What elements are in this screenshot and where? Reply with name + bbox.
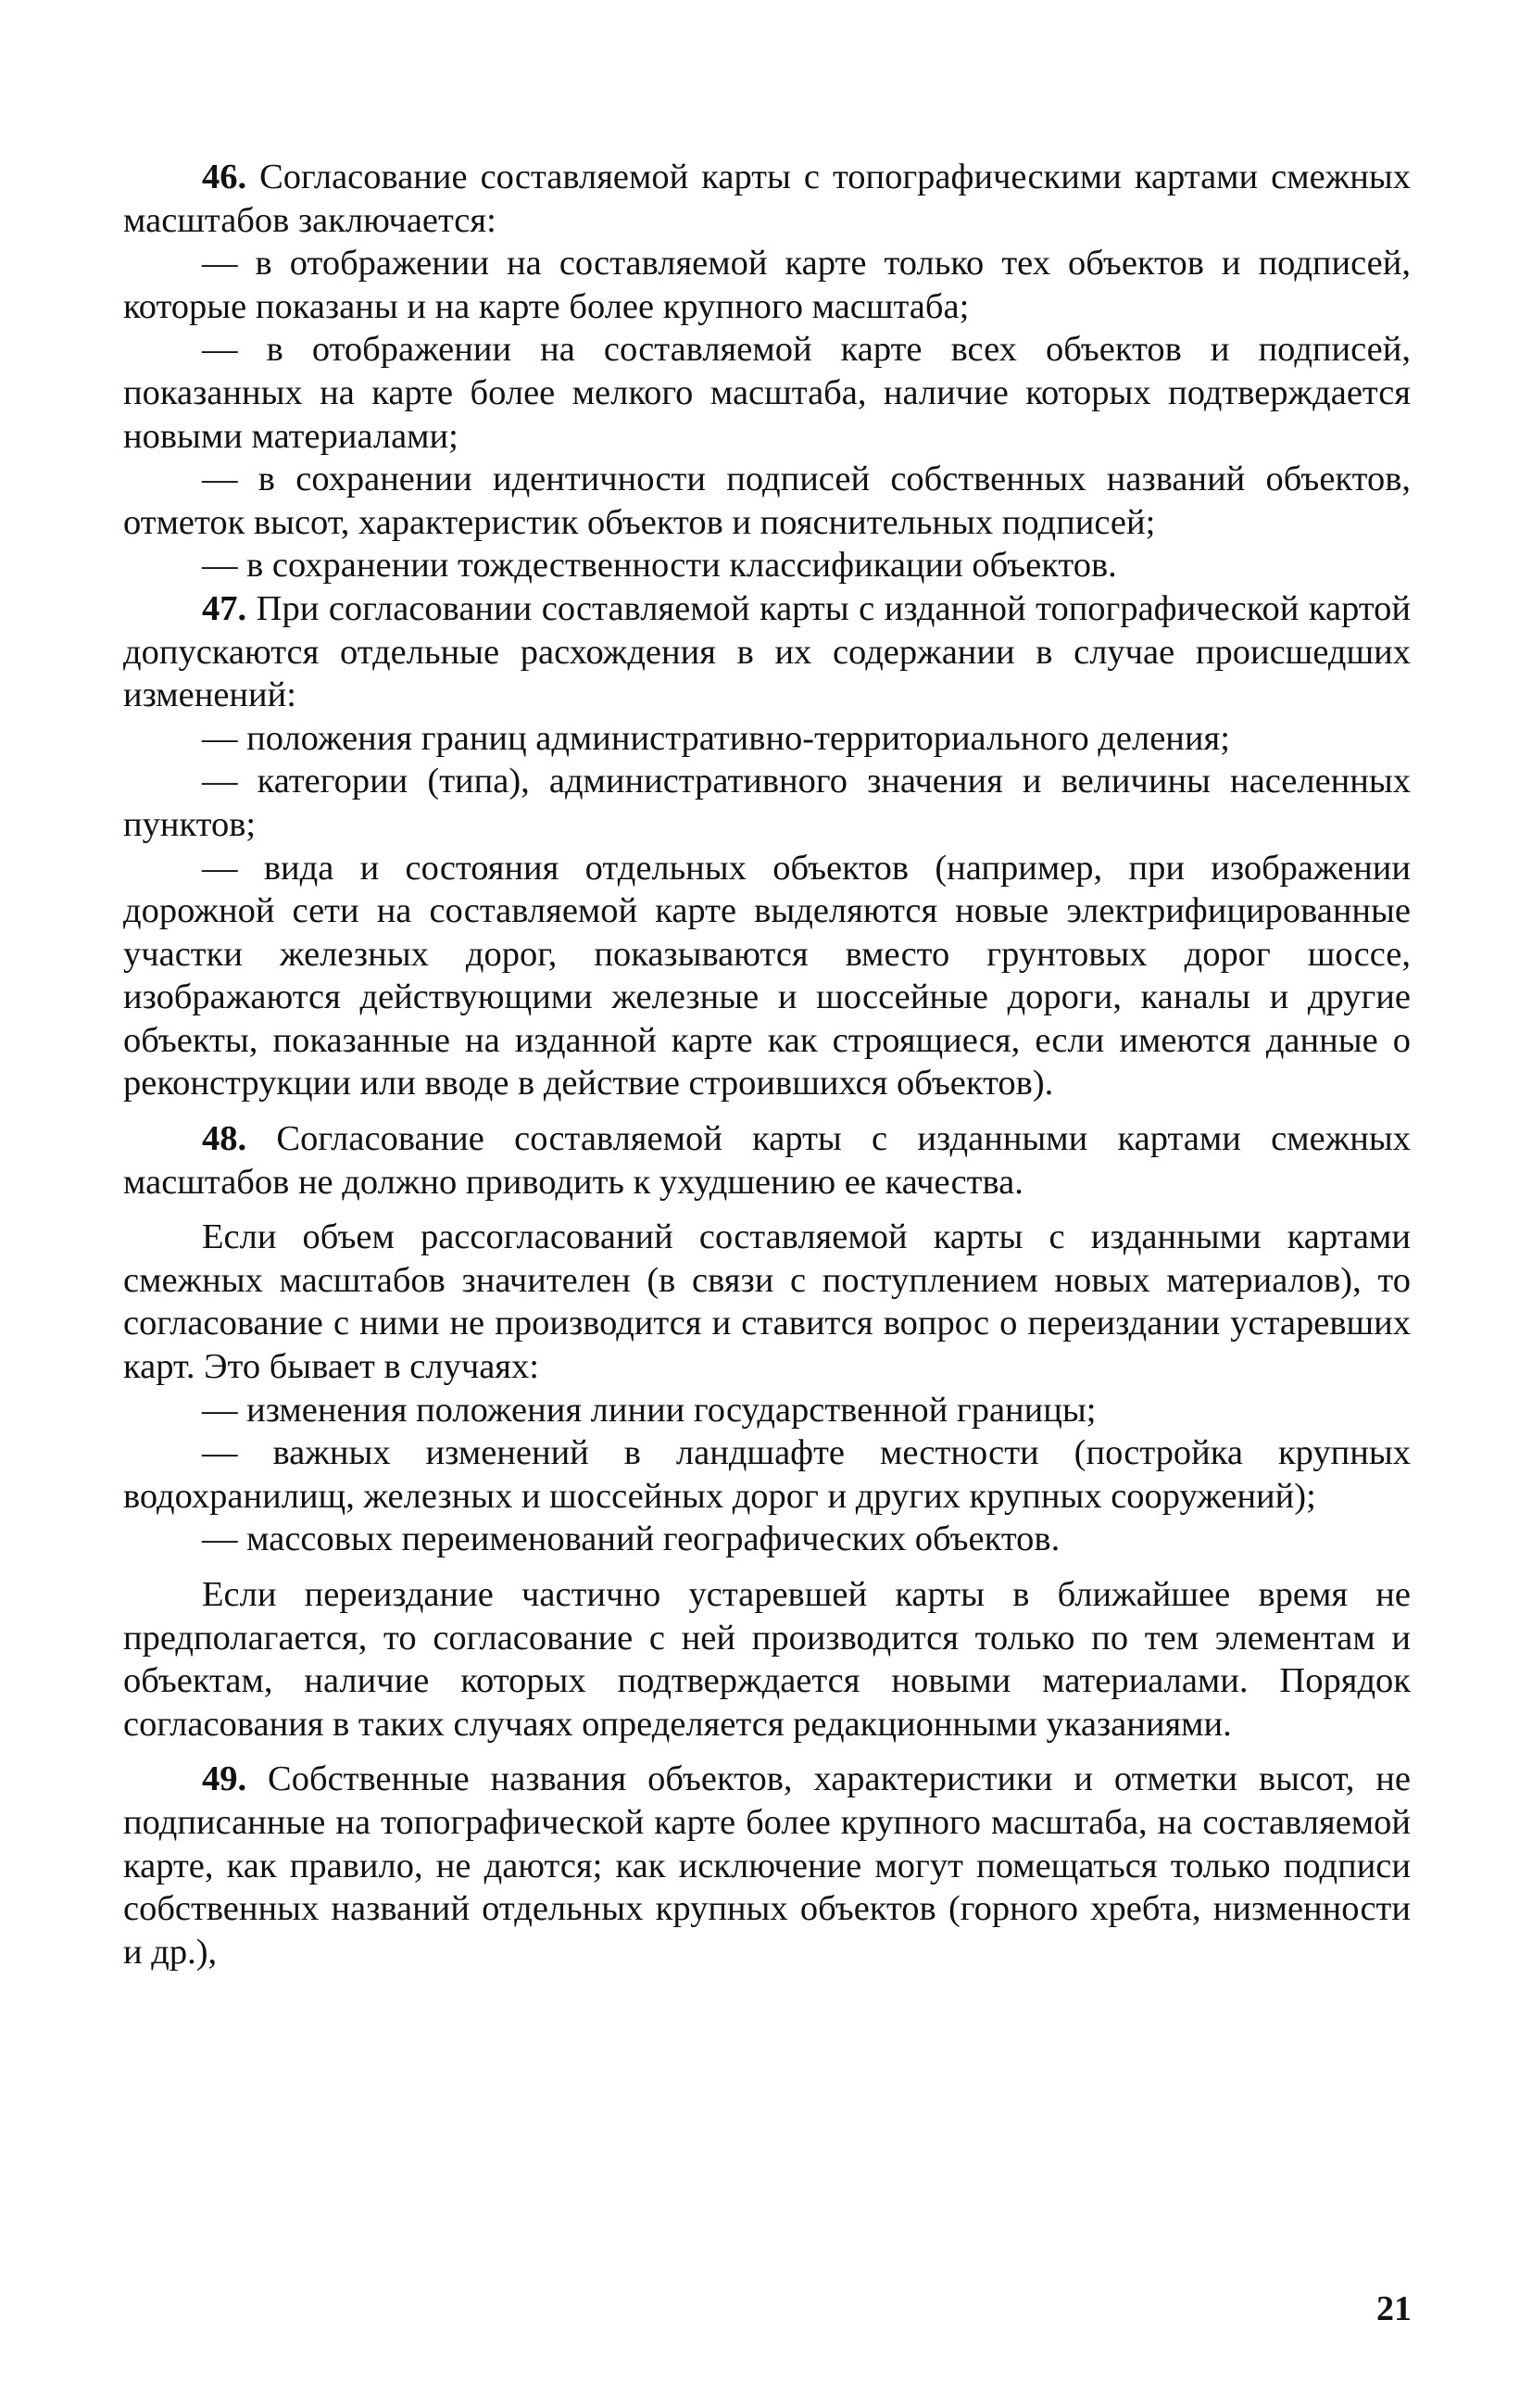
item-number: 47.	[202, 588, 247, 628]
list-item	[123, 544, 1411, 587]
paragraph-text: — вида и состояния отдельных объектов (например, при изображении дорожной сети на составляемой карте выделяются новые электрифицированные участки железных дорог, показываются вместо грунтовых дорог шоссе, изображаются действующими железные и шоссейные дороги, каналы и другие объекты, показанные на изданной карте как строящиеся, если имеются данные о реконструкции или вводе в действие строившихся объектов).	[123, 848, 1411, 1103]
item-number: 48.	[202, 1119, 247, 1159]
paragraph-text: Если объем рассогласований составляемой карты с изданными картами смежных масштабов значителен (в связи с поступлением новых материалов), то согласование с ними не производится и ставится вопрос о переиздании устаревших карт. Это бывает в случаях:	[123, 1217, 1411, 1387]
paragraph-text-block	[123, 1573, 1411, 1746]
paragraph-text: Собственные названия объектов, характеристики и отметки высот, не подписанные на топографической карте более крупного масштаба, на составляемой карте, как правило, не даются; как исключение могут помещаться только подписи собственных названий отдельных крупных объектов (горного хребта, низменности и др.),	[123, 1759, 1411, 1972]
list-item	[123, 1389, 1411, 1432]
list-item	[123, 328, 1411, 458]
paragraph-47	[123, 587, 1411, 717]
list-item	[123, 760, 1411, 846]
paragraph-text: Если переиздание частично устаревшей карты в ближайшее время не предполагается, то согласование с ней производится только по тем элементам и объектам, наличие которых подтверждается новыми материалами. Порядок согласования в таких случаях определяется редакционными указаниями.	[123, 1575, 1411, 1744]
paragraph-text: Согласование составляемой карты с топографическими картами смежных масштабов заключается:	[123, 158, 1411, 240]
list-item	[123, 458, 1411, 544]
list-item	[123, 1431, 1411, 1518]
paragraph-text: — массовых переименований географических объектов.	[202, 1519, 1061, 1559]
item-number: 49.	[202, 1759, 247, 1799]
list-item	[123, 1518, 1411, 1561]
paragraph-48	[123, 1117, 1411, 1204]
paragraph-text: Согласование составляемой карты с изданными картами смежных масштабов не должно приводить к ухудшению ее качества.	[123, 1119, 1411, 1202]
list-item	[123, 717, 1411, 761]
paragraph-text: — в сохранении тождественности классификации объектов.	[202, 546, 1117, 586]
paragraph-text: — в отображении на составляемой карте только тех объектов и подписей, которые показаны и на карте более крупного масштаба;	[123, 244, 1411, 326]
paragraph-text: — положения границ административно-территориального деления;	[202, 718, 1230, 758]
paragraph-text-block	[123, 1216, 1411, 1388]
paragraph-text: — в сохранении идентичности подписей собственных названий объектов, отметок высот, характеристик объектов и пояснительных подписей;	[123, 460, 1411, 542]
paragraph-text: — изменения положения линии государственной границы;	[202, 1390, 1097, 1430]
paragraph-49	[123, 1758, 1411, 1973]
item-number: 46.	[202, 158, 247, 196]
paragraph-46	[123, 156, 1411, 242]
list-item	[123, 242, 1411, 328]
page-number: 21	[1376, 2289, 1412, 2328]
page-body	[123, 156, 1411, 1973]
paragraph-text: — важных изменений в ландшафте местности (постройка крупных водохранилищ, железных и шоссейных дорог и других крупных сооружений);	[123, 1433, 1411, 1516]
paragraph-text: — в отображении на составляемой карте всех объектов и подписей, показанных на карте более мелкого масштаба, наличие которых подтверждается новыми материалами;	[123, 330, 1411, 456]
paragraph-text: При согласовании составляемой карты с изданной топографической картой допускаются отдельные расхождения в их содержании в случае происшедших изменений:	[123, 588, 1411, 715]
paragraph-text: — категории (типа), административного значения и величины населенных пунктов;	[123, 762, 1411, 844]
list-item	[123, 847, 1411, 1106]
